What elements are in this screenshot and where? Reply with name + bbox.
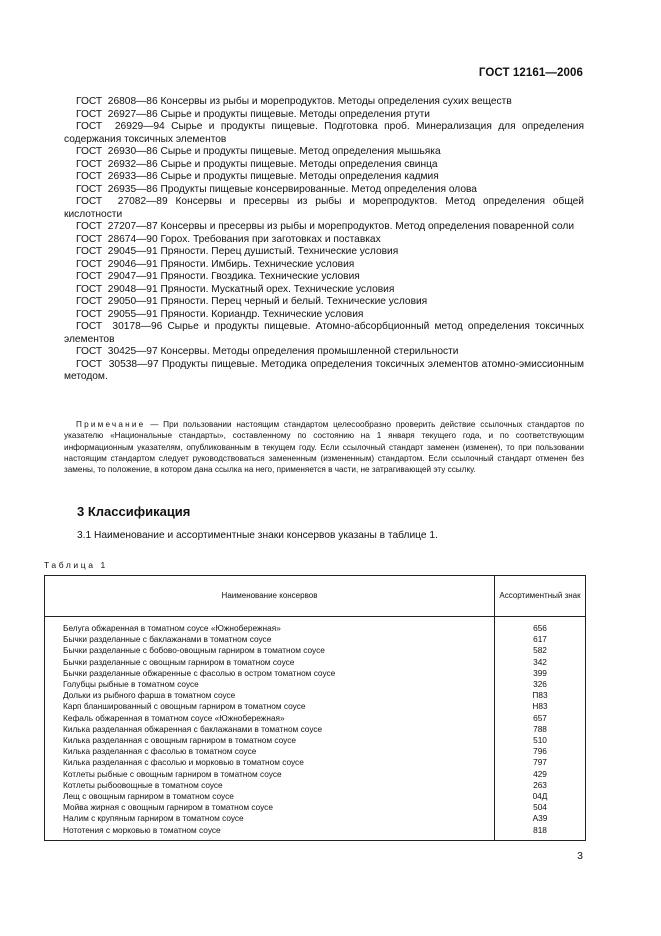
cell-name: Котлеты рыбные с овощным гарниром в томатном соусе [45,769,495,780]
cell-code: 04Д [532,791,548,802]
table-row [45,713,586,724]
reference-number: 29050—91 [107,296,158,307]
reference-title: Пряности. Гвоздика. Технические условия [160,271,360,282]
cell-name: Лещ с овощным гарниром в томатном соусе [45,791,495,802]
reference-item [64,284,584,297]
reference-number: 29047—91 [107,271,158,282]
table-row [45,825,586,841]
reference-prefix: ГОСТ [76,346,103,357]
reference-item [64,171,584,184]
cell-code: 796 [533,746,547,757]
table-row [45,791,586,802]
cell-code: 510 [533,735,547,746]
cell-name: Нототения с морковью в томатном соусе [45,825,495,841]
table-row [45,701,586,712]
cell-name: Килька разделанная с овощным гарниром в томатном соусе [45,735,495,746]
cell-code: 797 [533,757,547,768]
note-paragraph [64,419,584,475]
table-row [45,668,586,679]
cell-name: Килька разделанная обжаренная с баклажанами в томатном соусе [45,724,495,735]
reference-title: Сырье и продукты пищевые. Подготовка проб. Минерализация для определения содержания токсичных элементов [64,121,584,145]
section-heading: 3 Классификация [77,504,191,519]
cell-code: А39 [532,813,548,824]
cell-code: П83 [532,690,548,701]
reference-title: Горох. Требования при заготовках и поставках [160,233,381,245]
table-body [45,617,586,841]
subsection-paragraph: 3.1 Наименование и ассортиментные знаки консервов указаны в таблице 1. [77,530,438,541]
reference-number: 27207—87 [107,221,158,232]
table-caption: Таблица 1 [44,560,108,570]
reference-prefix: ГОСТ [76,233,103,245]
note-label: Примечание [76,420,146,429]
reference-title: Консервы. Методы определения промышленной стерильности [160,346,459,357]
cell-code: 263 [533,779,547,790]
reference-number: 26930—86 [107,146,158,157]
cell-name: Налим с крупяным гарниром в томатном соусе [45,813,495,824]
cell-code: 582 [533,645,547,656]
reference-title: Сырье и продукты пищевые. Методы определения кадмия [160,171,439,182]
reference-number: 26932—86 [107,158,158,170]
note-text: — При пользовании настоящим стандартом целесообразно проверить действие ссылочных стандартов по указателю «Национальные стандарты», составленному по состоянию на 1 января текущего года, и по соответствующим информационным указателям, опубликованным в текущем году. Если ссылочный стандарт заменен (изменен), то при пользовании настоящим стандартом следует руководствоваться замененным (измененным) стандартом. Если ссылочный стандарт отменен без замены, то положение, в котором дана ссылка на него, применяется в части, не затрагивающей эту ссылку. [64,420,584,475]
cell-name: Дольки из рыбного фарша в томатном соусе [45,690,495,701]
reference-prefix: ГОСТ [76,271,103,282]
page-number: 3 [577,850,583,862]
reference-item [64,196,584,221]
reference-number: 30538—97 [108,358,159,370]
reference-prefix: ГОСТ [76,108,103,120]
reference-prefix: ГОСТ [76,321,103,332]
reference-item [64,159,584,172]
normative-references-list [64,96,584,384]
reference-number: 26808—86 [107,96,158,107]
reference-item [64,296,584,309]
reference-prefix: ГОСТ [76,308,103,320]
reference-number: 26929—94 [114,121,165,132]
table-row [45,813,586,824]
reference-prefix: ГОСТ [76,196,103,207]
cell-code: Н83 [532,701,548,712]
header-code: Ассортиментный знак [495,576,586,617]
reference-prefix: ГОСТ [76,171,103,182]
cell-name: Бычки разделанные обжаренные с фасолью в остром томатном соусе [45,668,495,679]
document-code-header: ГОСТ 12161—2006 [478,67,583,79]
cell-name: Килька разделанная с фасолью в томатном соусе [45,746,495,757]
reference-title: Сырье и продукты пищевые. Атомно-абсорбционный метод определения токсичных элементов [64,321,584,345]
reference-title: Сырье и продукты пищевые. Метод определения мышьяка [160,146,441,157]
cell-code: 429 [533,768,547,779]
reference-item [64,121,584,146]
reference-number: 29045—91 [107,246,158,257]
reference-item [64,359,584,384]
cell-code: 788 [533,723,547,734]
reference-title: Продукты пищевые консервированные. Метод определения олова [160,183,477,195]
table-row [45,634,586,645]
table-header-row [45,576,586,617]
table-row [45,617,586,635]
cell-name: Килька разделанная с фасолью и морковью в томатном соусе [45,757,495,768]
reference-item [64,109,584,122]
reference-number: 27082—89 [117,196,168,207]
cell-code: 818 [533,824,547,835]
reference-item [64,246,584,259]
reference-number: 28674—90 [107,233,158,245]
reference-item [64,96,584,109]
reference-number: 26935—86 [107,183,158,195]
reference-item [64,259,584,272]
cell-name: Бычки разделанные с бобово-овощным гарниром в томатном соусе [45,645,495,656]
reference-prefix: ГОСТ [76,246,103,257]
table-row [45,724,586,735]
reference-title: Пряности. Перец черный и белый. Технические условия [160,296,428,307]
reference-title: Сырье и продукты пищевые. Методы определения свинца [160,158,438,170]
reference-item [64,346,584,359]
cell-code: 399 [533,667,547,678]
reference-title: Консервы и пресервы из рыбы и морепродуктов. Метод определения поваренной соли [160,221,575,232]
cell-name: Голубцы рыбные в томатном соусе [45,679,495,690]
reference-number: 29046—91 [107,258,158,270]
cell-code: 617 [533,634,547,645]
cell-code: 504 [533,802,547,813]
header-name: Наименование консервов [45,576,495,617]
reference-item [64,321,584,346]
reference-item [64,234,584,247]
reference-prefix: ГОСТ [76,258,103,270]
reference-item [64,309,584,322]
reference-title: Пряности. Кориандр. Технические условия [160,308,364,320]
table-row [45,657,586,668]
reference-prefix: ГОСТ [76,221,103,232]
table-row [45,645,586,656]
reference-title: Консервы из рыбы и морепродуктов. Методы определения сухих веществ [160,96,512,107]
reference-prefix: ГОСТ [76,283,103,295]
reference-prefix: ГОСТ [76,296,103,307]
reference-number: 26933—86 [107,171,158,182]
reference-prefix: ГОСТ [76,358,103,370]
reference-title: Продукты пищевые. Методика определения токсичных элементов атомно-эмиссионным методом. [64,358,584,382]
cell-name: Котлеты рыбоовощные в томатном соусе [45,780,495,791]
reference-item [64,184,584,197]
reference-title: Пряности. Мускатный орех. Технические условия [160,283,395,295]
reference-title: Пряности. Перец душистый. Технические условия [160,246,399,257]
cell-code: 656 [533,623,547,633]
cell-name: Мойва жирная с овощным гарниром в томатном соусе [45,802,495,813]
cell-name: Кефаль обжаренная в томатном соусе «Южнобережная» [45,713,495,724]
reference-prefix: ГОСТ [76,146,103,157]
cell-name: Карп бланшированный с овощным гарниром в томатном соусе [45,701,495,712]
cell-code: 342 [533,656,547,667]
table-row [45,769,586,780]
table-row [45,802,586,813]
table-row [45,690,586,701]
reference-prefix: ГОСТ [76,158,103,170]
reference-title: Пряности. Имбирь. Технические условия [160,258,355,270]
reference-item [64,271,584,284]
canned-goods-table [44,575,586,841]
cell-name: Белуга обжаренная в томатном соусе «Южнобережная» [45,617,495,635]
table-row [45,757,586,768]
reference-item [64,146,584,159]
reference-prefix: ГОСТ [76,183,103,195]
reference-number: 30178—96 [112,321,163,332]
table-row [45,780,586,791]
table-row [45,735,586,746]
reference-number: 29055—91 [107,308,158,320]
reference-prefix: ГОСТ [76,121,103,132]
cell-name: Бычки разделанные с овощным гарниром в томатном соусе [45,657,495,668]
table-row [45,746,586,757]
reference-number: 26927—86 [107,108,158,120]
reference-title: Консервы и пресервы из рыбы и морепродуктов. Метод определения общей кислотности [64,196,584,220]
reference-number: 30425—97 [107,346,158,357]
cell-name: Бычки разделанные с баклажанами в томатном соусе [45,634,495,645]
reference-title: Сырье и продукты пищевые. Методы определения ртути [160,108,430,120]
table-row [45,679,586,690]
cell-code: 657 [533,712,547,723]
reference-prefix: ГОСТ [76,96,103,107]
reference-item [64,221,584,234]
reference-number: 29048—91 [107,283,158,295]
cell-code: 326 [533,679,547,690]
